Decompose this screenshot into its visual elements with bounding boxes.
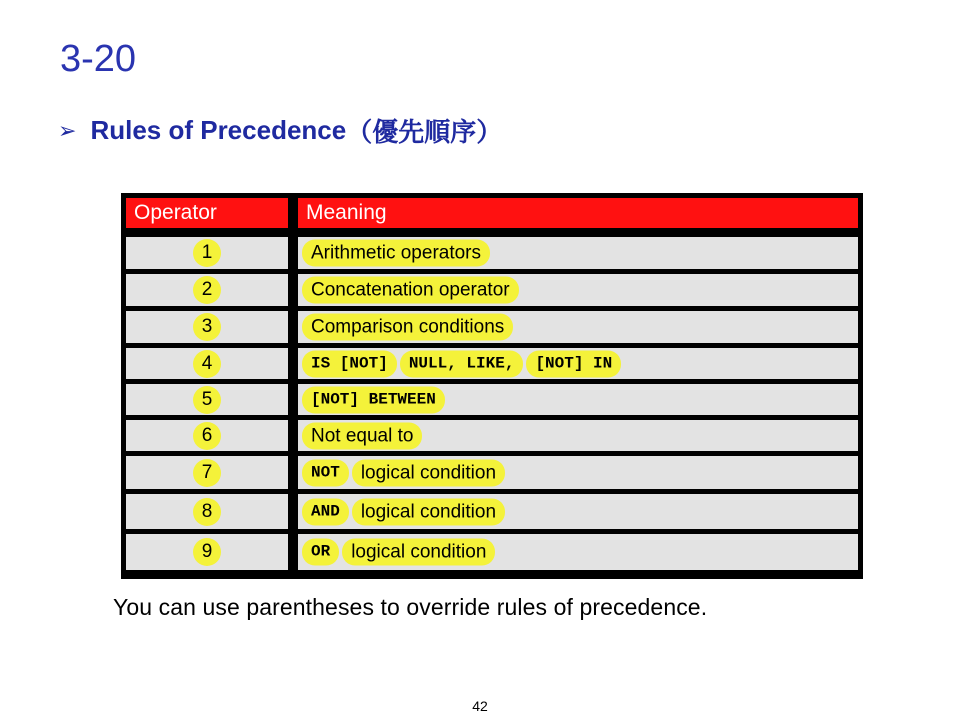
operator-cell xyxy=(126,237,288,269)
meaning-cell xyxy=(298,420,858,451)
meaning-text: logical condition xyxy=(352,498,505,525)
meaning-cell xyxy=(298,534,858,570)
page-number: 42 xyxy=(472,698,488,714)
meaning-text: logical condition xyxy=(352,459,505,486)
meaning-cell xyxy=(298,237,858,269)
meaning-chips xyxy=(302,539,495,566)
meaning-text: OR xyxy=(302,539,339,566)
meaning-cell xyxy=(298,456,858,489)
operator-cell xyxy=(126,494,288,529)
table-row xyxy=(126,420,858,451)
precedence-number: 8 xyxy=(193,498,221,526)
precedence-number: 2 xyxy=(193,276,221,304)
meaning-text: [NOT] BETWEEN xyxy=(302,386,445,413)
meaning-chips xyxy=(302,498,505,525)
precedence-table xyxy=(121,193,863,579)
table-row xyxy=(126,274,858,306)
meaning-chips xyxy=(302,277,519,304)
precedence-number: 6 xyxy=(193,422,221,450)
precedence-number: 4 xyxy=(193,350,221,378)
meaning-text: AND xyxy=(302,498,349,525)
meaning-cell xyxy=(298,348,858,379)
meaning-text: NULL, LIKE, xyxy=(400,350,524,377)
meaning-text: [NOT] IN xyxy=(526,350,621,377)
meaning-chips xyxy=(302,314,513,341)
precedence-number: 1 xyxy=(193,239,221,267)
meaning-text: Arithmetic operators xyxy=(302,240,490,267)
meaning-chips xyxy=(302,386,445,413)
operator-cell xyxy=(126,311,288,343)
meaning-chips xyxy=(302,459,505,486)
slide-heading: 3-20 xyxy=(60,38,137,80)
table-row xyxy=(126,494,858,529)
precedence-number: 7 xyxy=(193,459,221,487)
header-operator: Operator xyxy=(126,198,288,228)
operator-cell xyxy=(126,534,288,570)
operator-cell xyxy=(126,274,288,306)
bullet-cjk-text: （優先順序） xyxy=(346,118,503,148)
operator-cell xyxy=(126,456,288,489)
table-row xyxy=(126,456,858,489)
precedence-number: 3 xyxy=(193,313,221,341)
meaning-cell xyxy=(298,274,858,306)
meaning-text: logical condition xyxy=(342,539,495,566)
meaning-text: Not equal to xyxy=(302,422,422,449)
header-meaning: Meaning xyxy=(298,198,858,228)
meaning-chips xyxy=(302,422,422,449)
meaning-text: NOT xyxy=(302,459,349,486)
table-row xyxy=(126,311,858,343)
meaning-chips xyxy=(302,350,621,377)
meaning-chips xyxy=(302,240,490,267)
meaning-cell xyxy=(298,311,858,343)
operator-cell xyxy=(126,348,288,379)
bullet-line xyxy=(58,112,502,149)
operator-cell xyxy=(126,420,288,451)
precedence-number: 9 xyxy=(193,538,221,566)
table-row xyxy=(126,534,858,570)
bullet-text: Rules of Precedence xyxy=(90,115,347,145)
meaning-cell xyxy=(298,494,858,529)
operator-cell xyxy=(126,384,288,415)
table-row xyxy=(126,348,858,379)
table-row xyxy=(126,384,858,415)
meaning-text: IS [NOT] xyxy=(302,350,397,377)
precedence-number: 5 xyxy=(193,386,221,414)
table-header-row xyxy=(126,198,858,228)
table-row xyxy=(126,237,858,269)
arrow-bullet-icon: ➢ xyxy=(58,117,77,143)
meaning-text: Comparison conditions xyxy=(302,314,513,341)
meaning-cell xyxy=(298,384,858,415)
meaning-text: Concatenation operator xyxy=(302,277,519,304)
footnote: You can use parentheses to override rules of precedence. xyxy=(113,594,708,620)
